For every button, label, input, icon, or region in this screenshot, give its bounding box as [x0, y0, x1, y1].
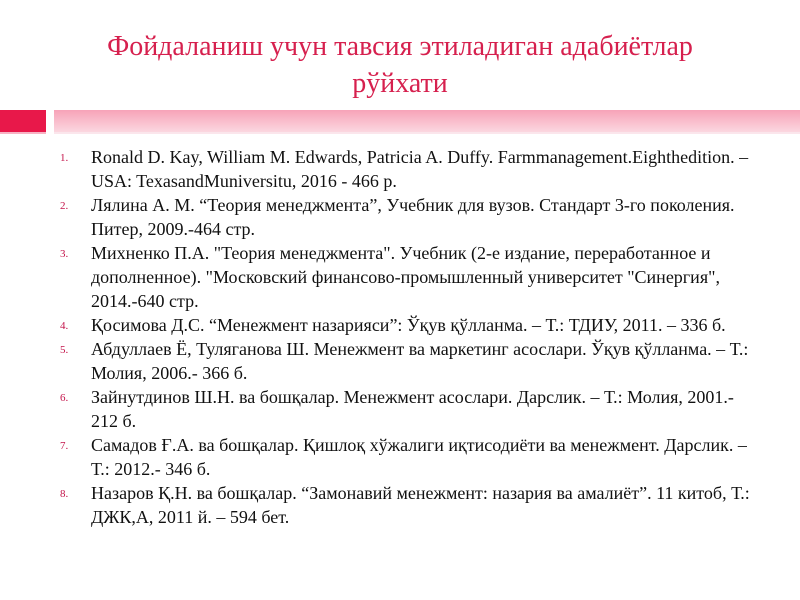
reference-number: 7.	[60, 440, 69, 452]
reference-text: Самадов Ғ.А. ва бошқалар. Қишлоқ хўжалиги иқтисодиёти ва менежмент. Дарслик. – Т.: 2012.- 346 б.	[91, 435, 747, 479]
reference-text: Михненко П.А. "Теория менеджмента". Учебник (2-е издание, переработанное и дополненное). "Московский финансово-промышленный университет "Синергия", 2014.-640 стр.	[91, 243, 720, 311]
reference-item	[60, 241, 760, 313]
reference-item	[60, 145, 760, 193]
reference-number: 4.	[60, 320, 69, 332]
reference-number: 2.	[60, 200, 69, 212]
reference-list	[60, 145, 760, 529]
reference-text: Қосимова Д.С. “Менежмент назарияси”: Ўқув қўлланма. – Т.: ТДИУ, 2011. – 336 б.	[91, 315, 726, 335]
reference-number: 8.	[60, 488, 69, 500]
reference-text: Лялина А. М. “Теория менеджмента”, Учебник для вузов. Стандарт 3-го поколения. Питер, 2009.-464 стр.	[91, 195, 735, 239]
reference-item	[60, 433, 760, 481]
reference-number: 3.	[60, 248, 69, 260]
reference-item	[60, 481, 760, 529]
reference-item	[60, 385, 760, 433]
slide-title-line1: Фойдаланиш учун тавсия этиладиган адабиётлар	[107, 31, 693, 62]
title-decoration-bar	[0, 110, 800, 134]
reference-item	[60, 313, 760, 337]
reference-text: Ronald D. Kay, William M. Edwards, Patricia A. Duffy. Farmmanagement.Eighthedition. –USA: TexasandMuniversitu, 2016 - 466 p.	[91, 147, 749, 191]
reference-number: 1.	[60, 152, 69, 164]
reference-item	[60, 193, 760, 241]
slide-title	[40, 28, 760, 102]
reference-text: Зайнутдинов Ш.Н. ва бошқалар. Менежмент асослари. Дарслик. – Т.: Молия, 2001.- 212 б.	[91, 387, 734, 431]
accent-bar-left	[0, 110, 46, 134]
reference-text: Абдуллаев Ё, Туляганова Ш. Менежмент ва маркетинг асослари. Ўқув қўлланма. – Т.: Молия, 2006.- 366 б.	[91, 339, 749, 383]
reference-number: 6.	[60, 392, 69, 404]
reference-number: 5.	[60, 344, 69, 356]
reference-text: Назаров Қ.Н. ва бошқалар. “Замонавий менежмент: назария ва амалиёт”. 11 китоб, Т.: ДЖК,А, 2011 й. – 594 бет.	[91, 483, 750, 527]
slide-title-line2: рўйхати	[352, 68, 448, 99]
reference-item	[60, 337, 760, 385]
accent-bar-right	[54, 110, 800, 134]
